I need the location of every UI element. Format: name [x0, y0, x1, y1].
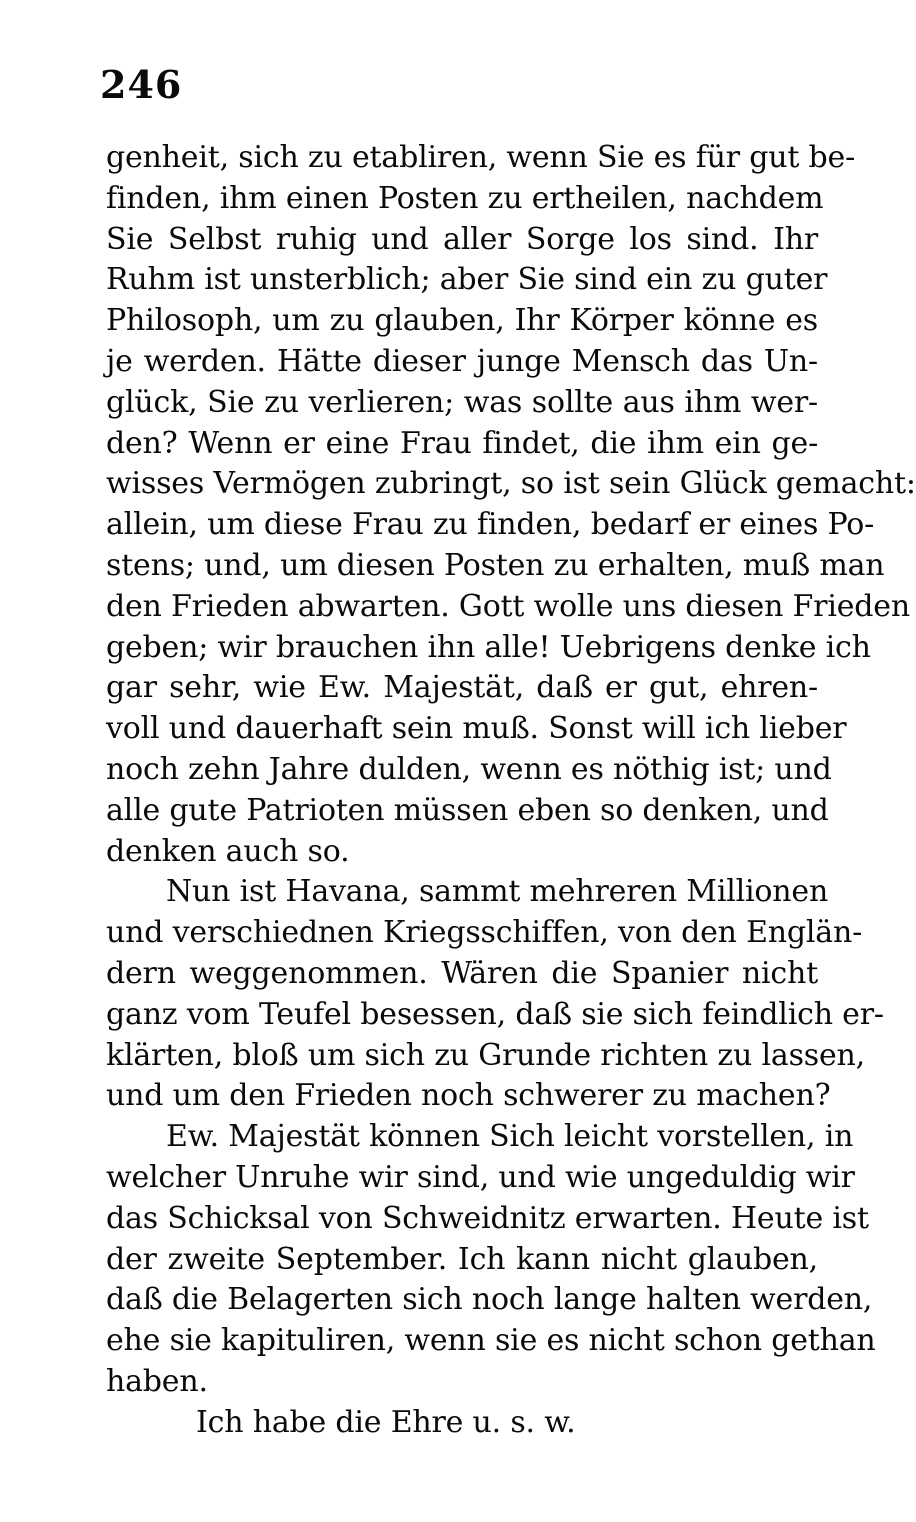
text-line: der zweite September. Ich kann nicht glauben, — [106, 1241, 818, 1277]
closing-line: Ich habe die Ehre u. s. w. — [196, 1404, 576, 1440]
text-line: und um den Frieden noch schwerer zu machen? — [106, 1078, 831, 1114]
paragraph — [106, 1117, 876, 1403]
text-line: gar sehr, wie Ew. Majestät, daß er gut, ehren- — [106, 670, 818, 706]
body-text — [106, 138, 916, 1444]
paragraph — [106, 138, 916, 872]
text-line: Ew. Majestät können Sich leicht vorstellen, in — [166, 1119, 854, 1155]
text-line: allein, um diese Frau zu finden, bedarf er eines Po- — [106, 507, 875, 543]
closing-paragraph — [106, 1403, 818, 1444]
text-line: alle gute Patrioten müssen eben so denken, und — [106, 792, 829, 828]
text-line: daß die Belagerten sich noch lange halten werden, — [106, 1282, 873, 1318]
text-line: Sie Selbst ruhig und aller Sorge los sind. Ihr — [106, 221, 818, 257]
text-line: voll und dauerhaft sein muß. Sonst will ich lieber — [106, 711, 847, 747]
text-line: dern weggenommen. Wären die Spanier nicht — [106, 955, 818, 991]
text-line: denken auch so. — [106, 833, 350, 869]
text-line: Nun ist Havana, sammt mehreren Millionen — [166, 874, 829, 910]
paragraph — [106, 872, 884, 1117]
text-line: Ruhm ist unsterblich; aber Sie sind ein zu guter — [106, 262, 828, 298]
page-number: 246 — [100, 62, 183, 107]
text-line: stens; und, um diesen Posten zu erhalten, muß man — [106, 547, 885, 583]
text-line: haben. — [106, 1363, 208, 1399]
text-line: noch zehn Jahre dulden, wenn es nöthig ist; und — [106, 751, 832, 787]
text-line: das Schicksal von Schweidnitz erwarten. Heute ist — [106, 1200, 869, 1236]
text-line: glück, Sie zu verlieren; was sollte aus ihm wer- — [106, 384, 818, 420]
text-line: ehe sie kapituliren, wenn sie es nicht schon gethan — [106, 1323, 876, 1359]
text-line: und verschiednen Kriegsschiffen, von den Englän- — [106, 915, 863, 951]
text-line: welcher Unruhe wir sind, und wie ungeduldig wir — [106, 1159, 855, 1195]
text-line: je werden. Hätte dieser junge Mensch das Un- — [106, 343, 818, 379]
text-line: ganz vom Teufel besessen, daß sie sich feindlich er- — [106, 996, 884, 1032]
text-line: den? Wenn er eine Frau findet, die ihm ein ge- — [106, 425, 818, 461]
text-line: den Frieden abwarten. Gott wolle uns diesen Frieden — [106, 588, 910, 624]
text-line: klärten, bloß um sich zu Grunde richten zu lassen, — [106, 1037, 865, 1073]
text-line: finden, ihm einen Posten zu ertheilen, nachdem — [106, 180, 824, 216]
text-line: Philosoph, um zu glauben, Ihr Körper könne es — [106, 303, 818, 339]
text-line: wisses Vermögen zubringt, so ist sein Glück gemacht: — [106, 466, 916, 502]
text-line: genheit, sich zu etabliren, wenn Sie es für gut be- — [106, 140, 856, 175]
text-line: geben; wir brauchen ihn alle! Uebrigens denke ich — [106, 629, 871, 665]
